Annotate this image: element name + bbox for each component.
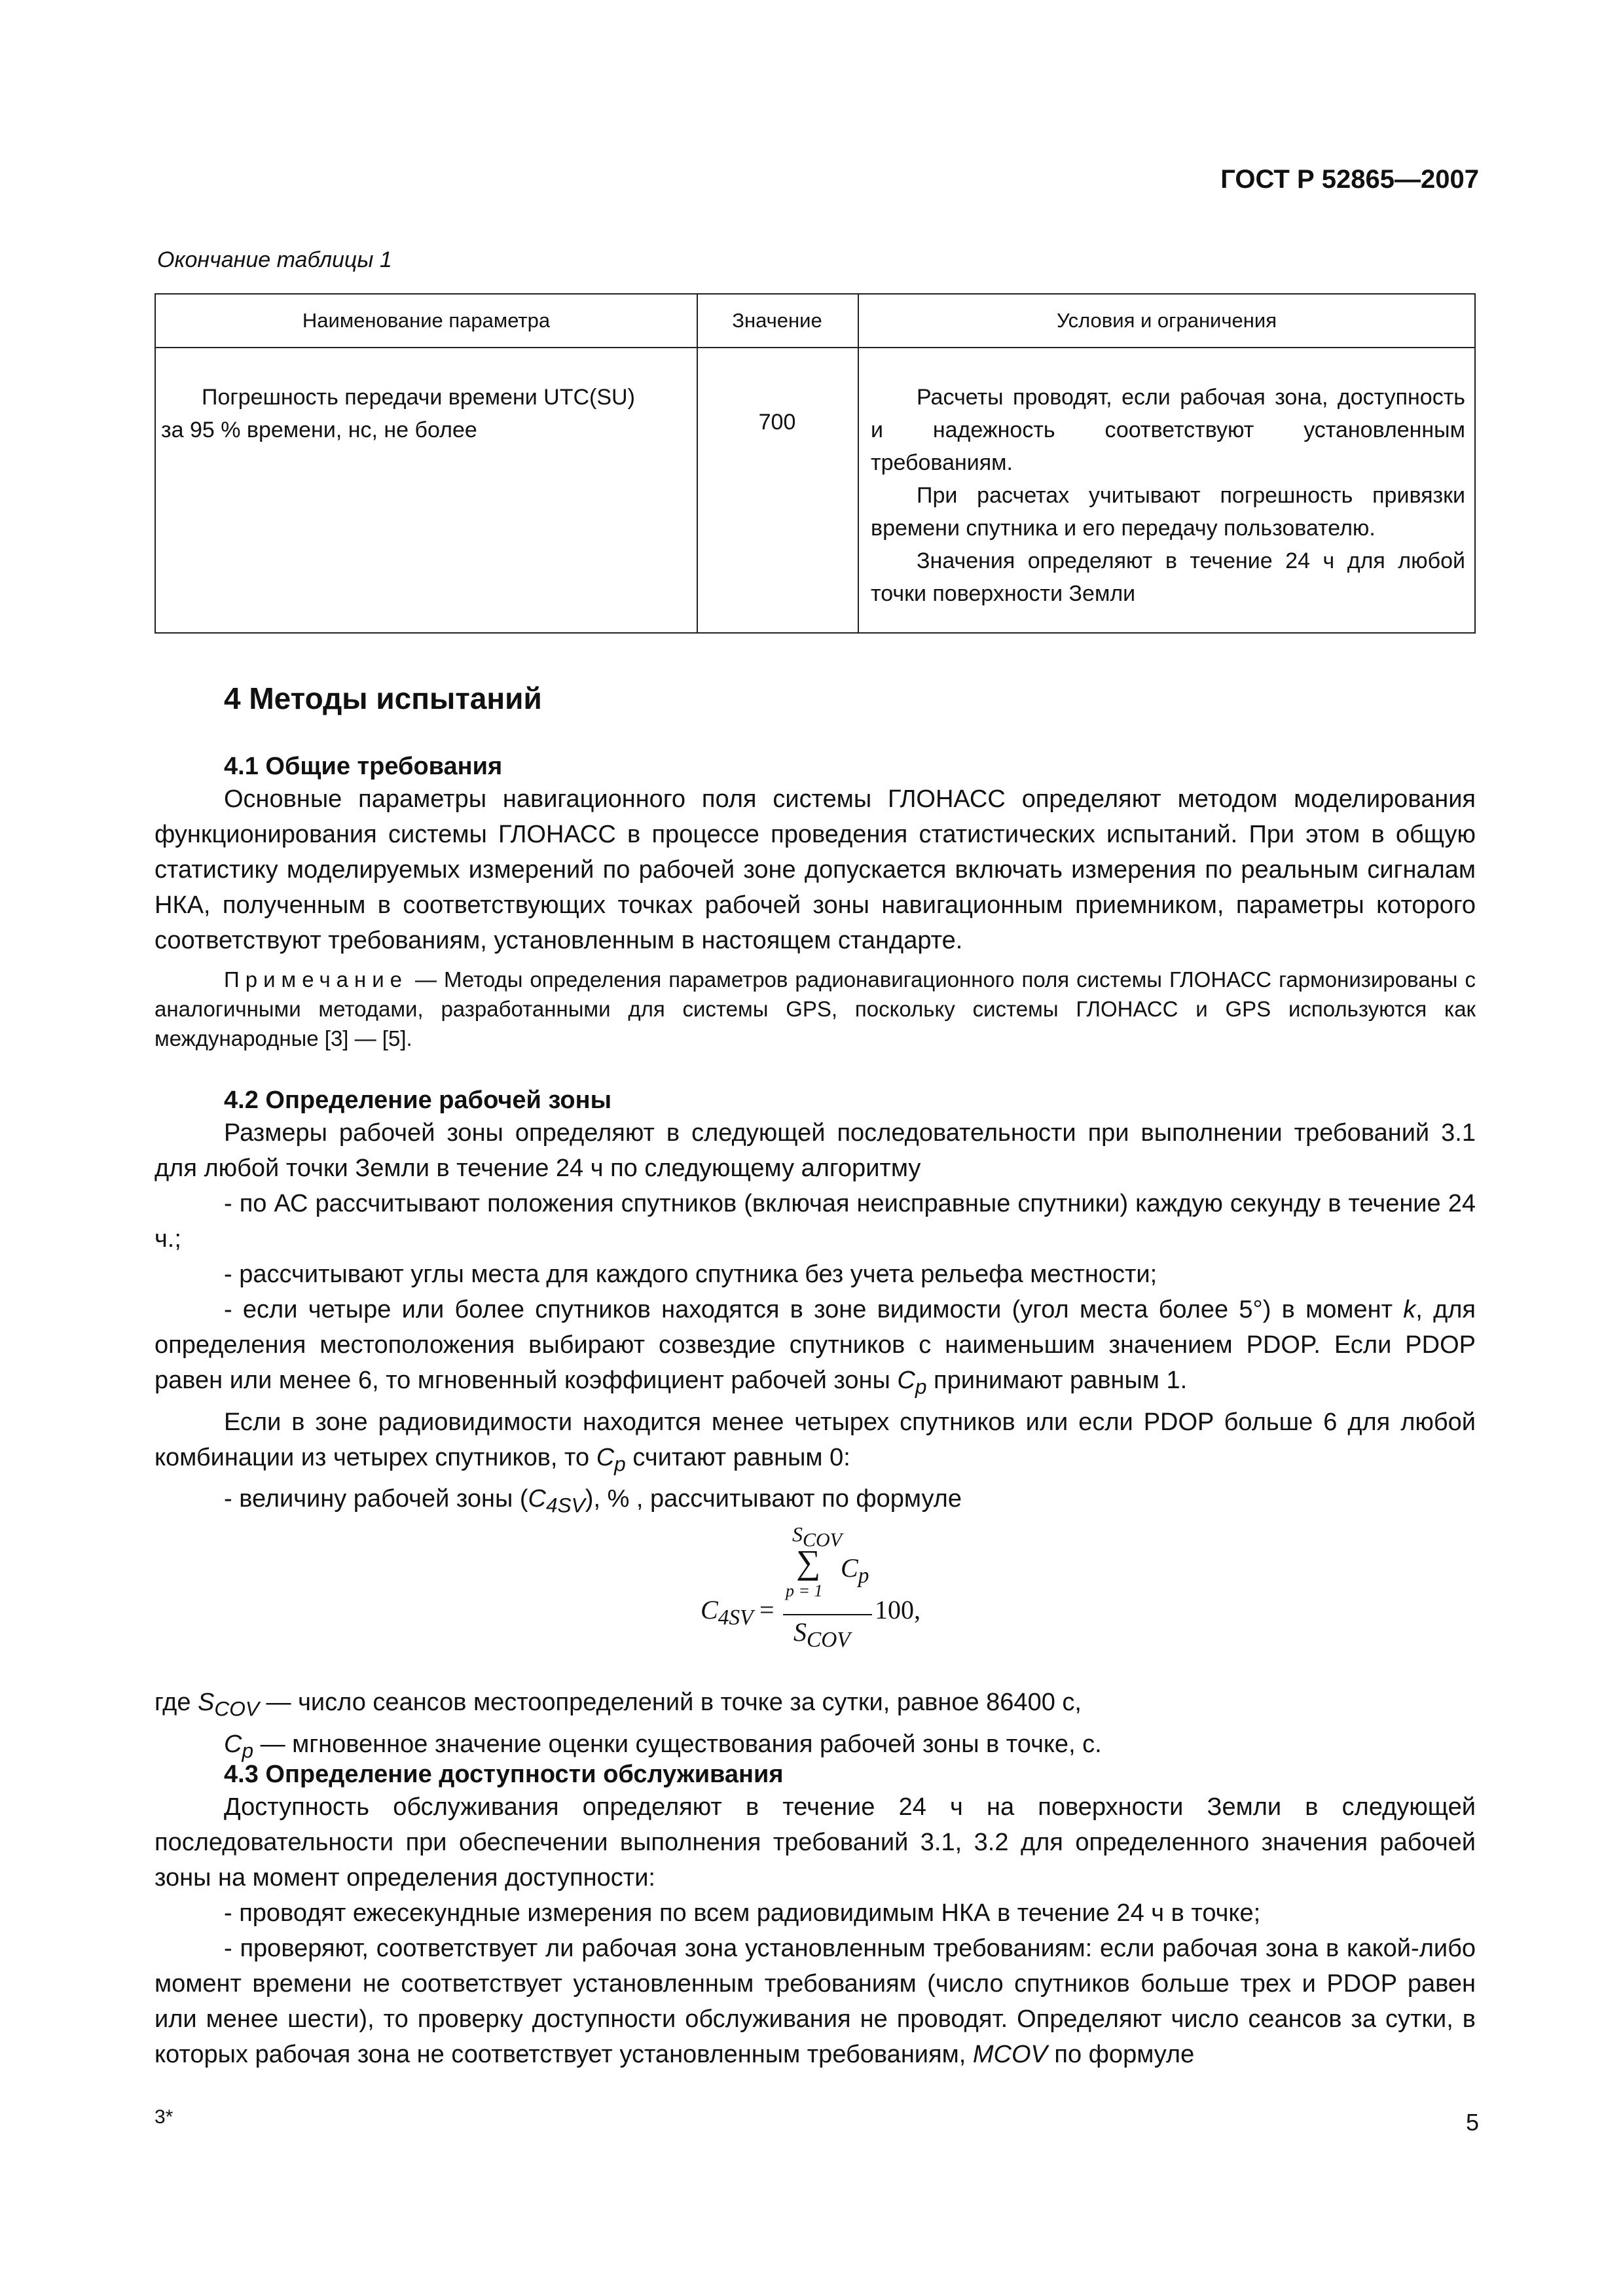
table-header-parameter: Наименование параметра [302, 309, 551, 332]
paragraph-4-2-intro: Размеры рабочей зоны определяют в следующей последовательности при выполнении требований 3.1 для любой точки Земли в течение 24 ч по следующему алгоритму [155, 1119, 1476, 1182]
parameter-line-1: Погрешность передачи времени UTC(SU) [202, 385, 635, 410]
footer-mark: 3* [155, 2106, 173, 2128]
step-check-zone: - проверяют, соответствует ли рабочая зона установленным требованиям: если рабочая зона в какой-либо момент времени не соответствует установленным требованиям (число спутников больше трех и PDOP равен или менее шести), то проверку доступности обслуживания не проводят. Определяют число сеансов за сутки, в которых рабочая зона не соответствует установленным требованиям, MCOV по формуле [155, 1935, 1476, 2068]
parameters-table [155, 293, 1476, 634]
symbol-mcov: MCOV [972, 2041, 1048, 2068]
note-label: Примечание [224, 967, 409, 992]
formula-lower-limit: p = 1 [786, 1581, 823, 1600]
parameter-line-2: за 95 % времени, нс, не более [161, 418, 477, 442]
formula-upper-limit: $S_{COV}$ [792, 1522, 842, 1551]
paragraph-4-3-intro: Доступность обслуживания определяют в течение 24 ч на поверхности Земли в следующей последовательности при обеспечении выполнения требований 3.1, 3.2 для определенного значения рабочей зоны на момент определения доступности: [155, 1793, 1476, 1892]
table-caption: Окончание таблицы 1 [157, 247, 392, 272]
radiovisibility-text-2: считают равным 0: [625, 1443, 850, 1471]
radiovisibility-text-1: Если в зоне радиовидимости находится менее четырех спутников или если PDOP больше 6 для любой комбинации из четырех спутников, то [155, 1408, 1476, 1471]
step-visibility [155, 1292, 1476, 1405]
subsection-4-2-body [155, 1115, 1476, 1523]
table-cell-conditions [871, 381, 1465, 610]
step-measurements: - проводят ежесекундные измерения по всем радиовидимым НКА в течение 24 ч в точке; [224, 1899, 1261, 1927]
symbol-scov: $S_{COV}$ [198, 1689, 259, 1721]
subsection-title-4-2: 4.2 Определение рабочей зоны [224, 1086, 612, 1114]
table-column-divider [697, 295, 698, 632]
conditions-paragraph-3: Значения определяют в течение 24 ч для любой точки поверхности Земли [871, 548, 1465, 606]
symbol-cp: $C_p$ [224, 1730, 254, 1763]
work-zone-text-1: - величину рабочей зоны ( [224, 1485, 528, 1513]
formula-equals: = [759, 1595, 775, 1624]
table-cell-value: 700 [758, 410, 796, 435]
section-title: 4 Методы испытаний [224, 681, 542, 715]
formula-denominator: $S_{COV}$ [793, 1617, 850, 1652]
step-visibility-text-2: , для определения местоположения выбирают созвездие спутников с наименьшим значением PDOP. Если PDOP равен или менее 6, то мгновенный коэффициент рабочей зоны [155, 1296, 1476, 1394]
subsection-4-3-body [155, 1789, 1476, 2072]
formula-numerator-cp: $C_p$ [841, 1553, 869, 1588]
page-number: 5 [1465, 2109, 1479, 2136]
symbol-k: k [1403, 1296, 1416, 1323]
step-work-zone-size [155, 1481, 1476, 1523]
fraction-line [783, 1614, 872, 1615]
subsection-title-4-3: 4.3 Определение доступности обслуживания [224, 1761, 784, 1788]
table-header-divider [156, 347, 1474, 348]
step-positions: - по АС рассчитывают положения спутников (включая неисправные спутники) каждую секунду в течение 24 ч.; [155, 1190, 1476, 1253]
subsection-title-4-1: 4.1 Общие требования [224, 753, 503, 780]
step-visibility-text-1: - если четыре или более спутников находятся в зоне видимости (угол места более 5°) в момент [224, 1296, 1404, 1323]
step-visibility-text-3: принимают равным 1. [926, 1367, 1188, 1394]
conditions-paragraph-2: При расчетах учитывают погрешность привязки времени спутника и его передачу пользователю. [871, 483, 1465, 541]
sum-symbol: ∑ [796, 1544, 821, 1581]
formula-multiplier: 100, [875, 1595, 921, 1624]
explanation-cp: $C_p$ — мгновенное значение оценки существования рабочей зоны в точке, с. [224, 1730, 1102, 1763]
symbol-cp: $C_p$ [897, 1367, 927, 1399]
formula-explanations [155, 1685, 1476, 1768]
paragraph-4-1: Основные параметры навигационного поля системы ГЛОНАСС определяют методом моделирования функционирования системы ГЛОНАСС в процессе проведения статистических испытаний. При этом в общую статистику моделируемых измерений по рабочей зоне допускается включать измерения по реальным сигналам НКА, полученным в соответствующих точках рабочей зоны навигационным приемником, параметры которого соответствуют требованиям, установленным в настоящем стандарте. [155, 785, 1476, 954]
work-zone-text-2: ), % , рассчитывают по формуле [585, 1485, 962, 1513]
step-elevation: - рассчитывают углы места для каждого спутника без учета рельефа местности; [224, 1261, 1158, 1288]
note-paragraph [155, 965, 1476, 1053]
table-header-conditions: Условия и ограничения [1057, 309, 1277, 332]
symbol-c4sv: $C_{4SV}$ [528, 1485, 585, 1517]
document-code: ГОСТ Р 52865—2007 [1220, 165, 1479, 194]
table-column-divider [858, 295, 859, 632]
symbol-cp: $C_p$ [596, 1443, 626, 1476]
conditions-paragraph-1: Расчеты проводят, если рабочая зона, доступность и надежность соответствуют установленным требованиям. [871, 385, 1465, 475]
note-text: — Методы определения параметров радионавигационного поля системы ГЛОНАСС гармонизированы с аналогичными методами, разработанными для системы GPS, поскольку системы ГЛОНАСС и GPS используются как международные [3] — [5]. [155, 967, 1476, 1050]
table-cell-parameter [161, 381, 693, 446]
formula-lhs: $C_{4SV}$ [701, 1595, 754, 1630]
paragraph-radiovisibility [155, 1405, 1476, 1482]
explanation-scov: где $S_{COV}$ — число сеансов местоопределений в точке за сутки, равное 86400 с, [155, 1689, 1082, 1721]
table-header-value: Значение [732, 309, 822, 332]
